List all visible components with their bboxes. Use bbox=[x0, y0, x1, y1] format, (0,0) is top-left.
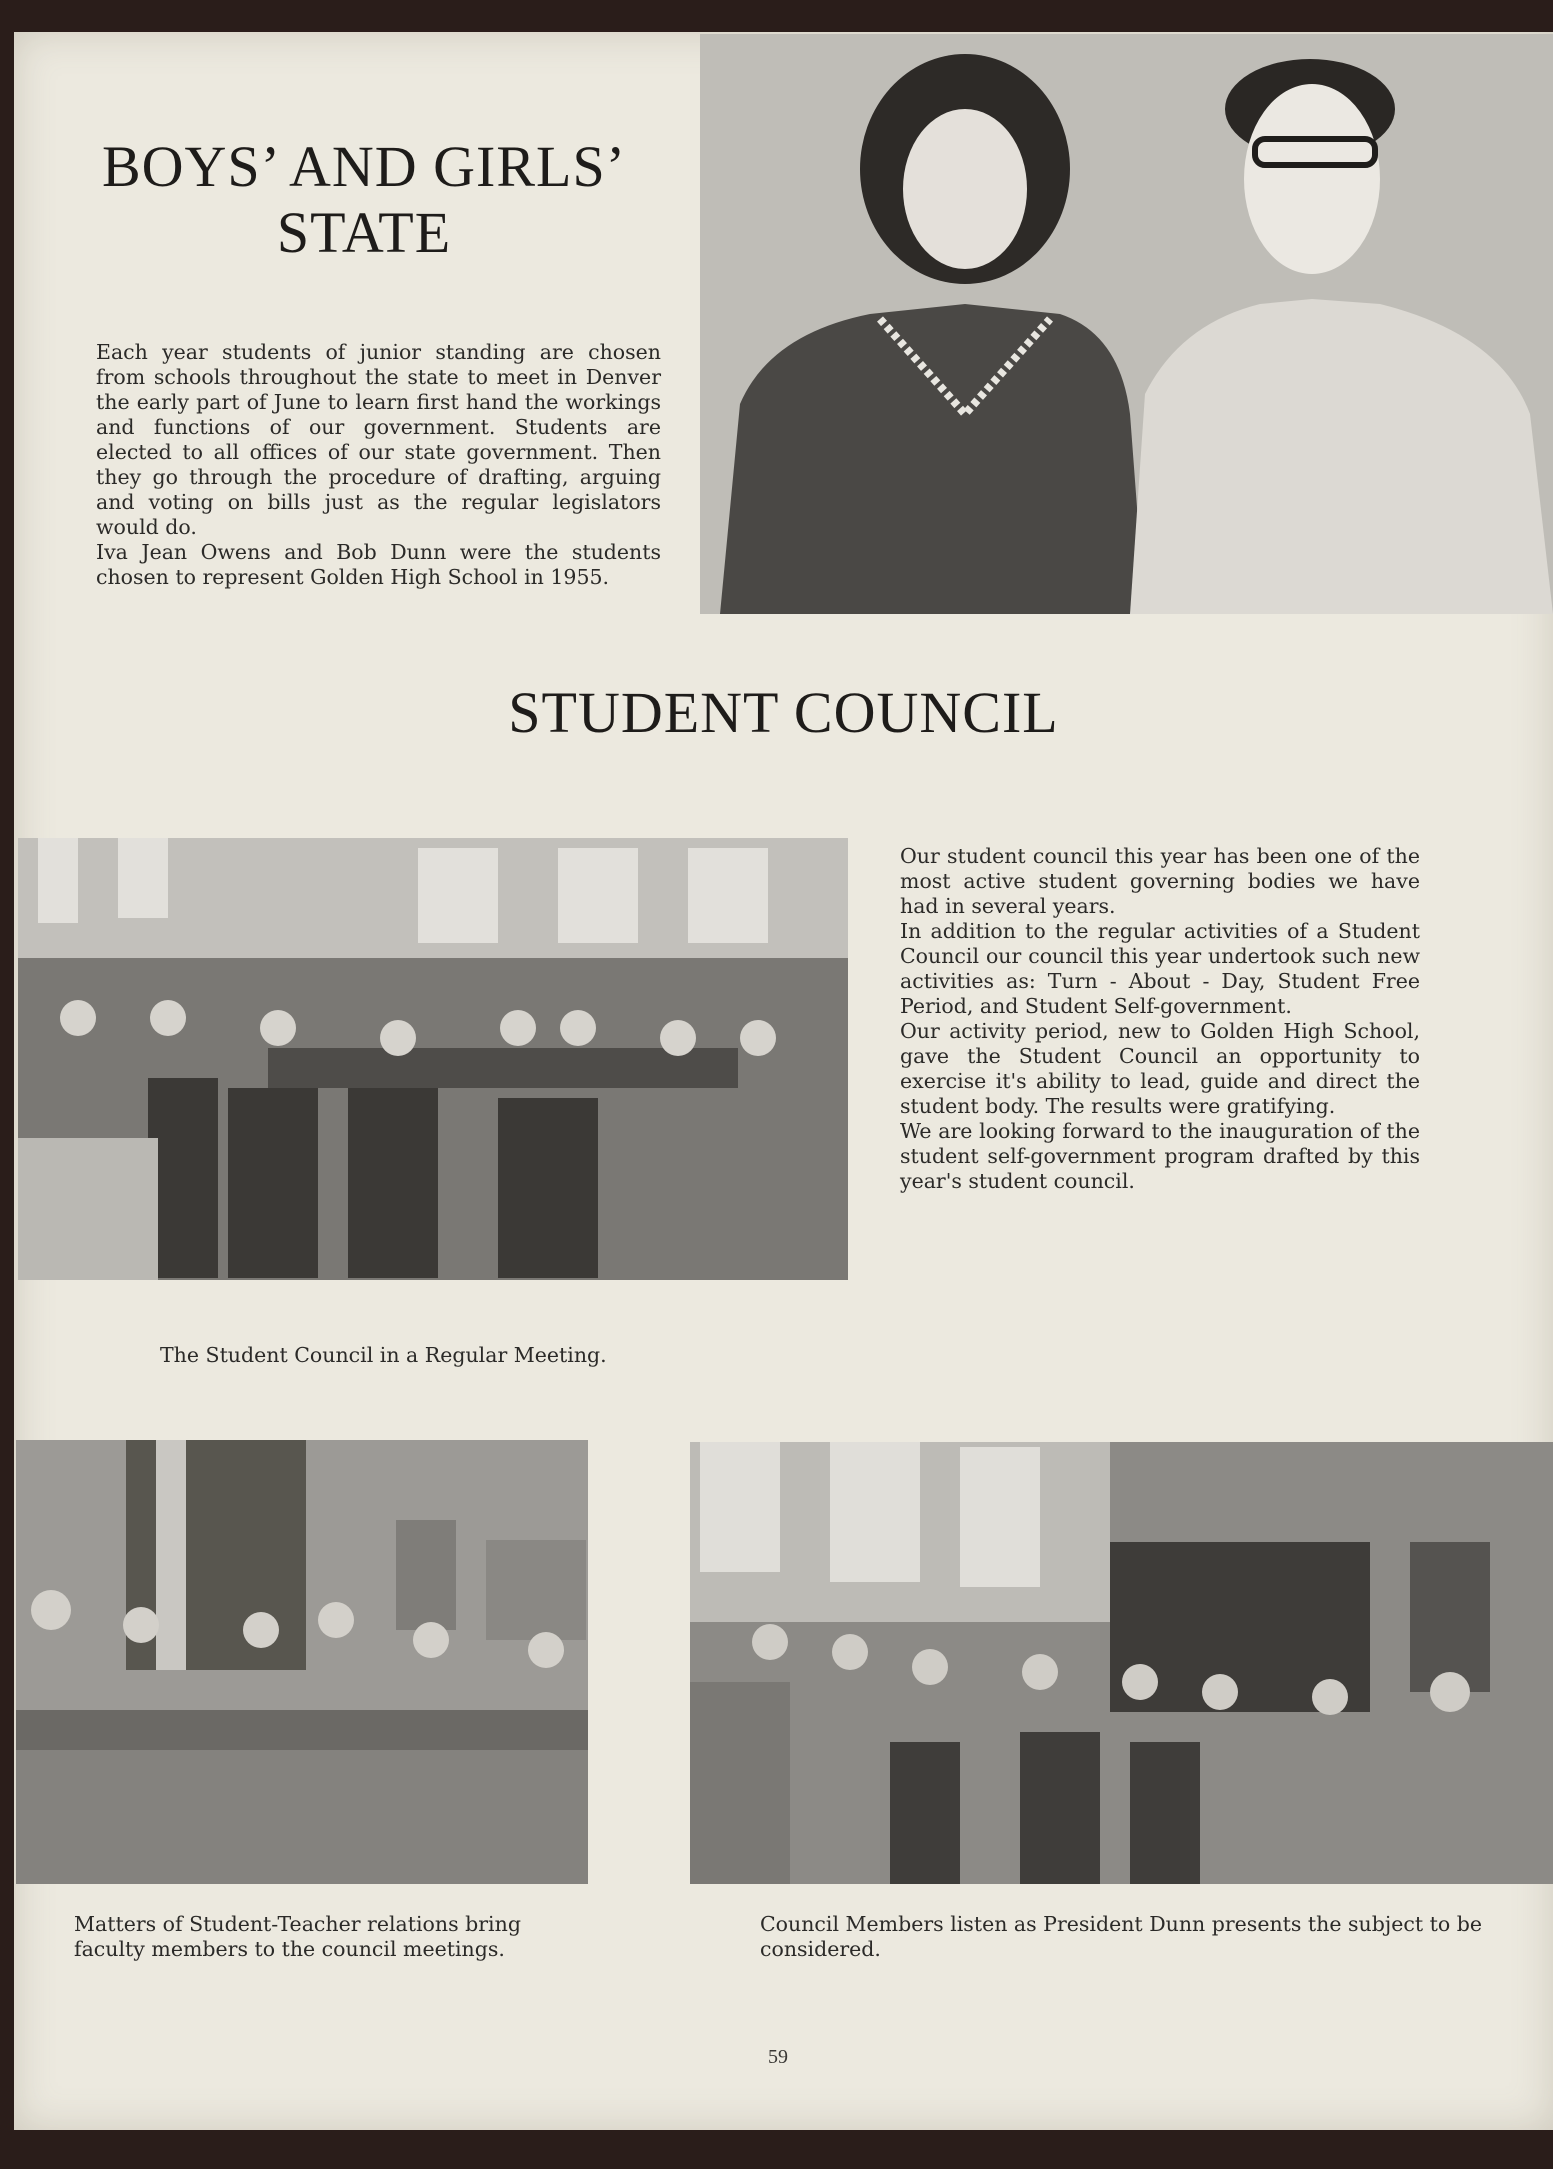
boys-girls-state-text bbox=[96, 340, 661, 590]
yearbook-page bbox=[14, 32, 1553, 2130]
faculty-meeting-caption: Matters of Student-Teacher relations bring faculty members to the council meetings. bbox=[74, 1912, 521, 1961]
state-delegates-photo bbox=[700, 34, 1553, 614]
student-council-title: STUDENT COUNCIL bbox=[508, 680, 1059, 745]
student-council-text bbox=[900, 844, 1420, 1194]
boys-girls-state-title-line2: STATE bbox=[276, 200, 452, 265]
boys-girls-state-title-line1: BOYS’ AND GIRLS’ bbox=[101, 134, 627, 199]
student-council-paragraph-1: Our student council this year has been one of the most active student governing bodies we have had in several years. bbox=[900, 844, 1420, 918]
faculty-meeting-photo bbox=[16, 1440, 588, 1884]
student-council-paragraph-3: Our activity period, new to Golden High School, gave the Student Council an opportunity to exercise it's ability to lead, guide and direct the student body. The results were gratifying. bbox=[900, 1019, 1420, 1118]
president-presenting-caption: Council Members listen as President Dunn presents the subject to be considered. bbox=[760, 1912, 1482, 1961]
council-meeting-caption: The Student Council in a Regular Meeting. bbox=[160, 1343, 607, 1367]
boys-girls-state-paragraph-1: Each year students of junior standing are chosen from schools throughout the state to meet in Denver the early part of June to learn first hand the workings and functions of our government. Students are elected to all offices of our state government. Then they go through the procedure of drafting, arguing and voting on bills just as the regular legislators would do. bbox=[96, 340, 661, 539]
council-meeting-photo bbox=[18, 838, 848, 1280]
president-presenting-photo bbox=[690, 1442, 1553, 1884]
student-council-paragraph-2: In addition to the regular activities of a Student Council our council this year undertook such new activities as: Turn - About - Day, Student Free Period, and Student Self-government. bbox=[900, 919, 1420, 1018]
student-council-paragraph-4: We are looking forward to the inauguration of the student self-government program drafted by this year's student council. bbox=[900, 1119, 1420, 1193]
page-number: 59 bbox=[768, 2046, 788, 2068]
boys-girls-state-paragraph-2: Iva Jean Owens and Bob Dunn were the students chosen to represent Golden High School in 1955. bbox=[96, 540, 661, 589]
boys-girls-state-title bbox=[74, 134, 654, 266]
